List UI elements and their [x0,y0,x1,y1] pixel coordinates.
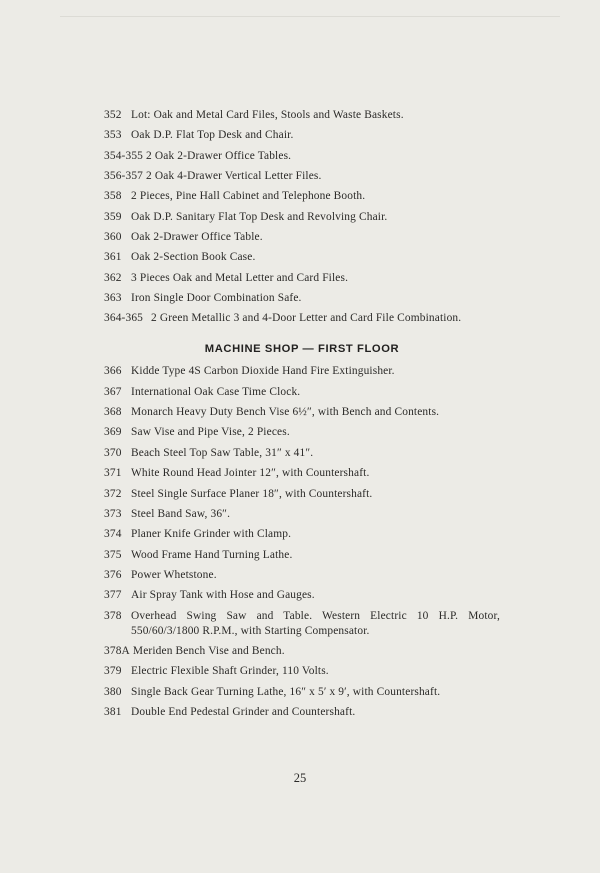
list-item [104,128,500,143]
lot-description: Oak D.P. Flat Top Desk and Chair. [131,129,294,142]
lot-description: 2 Oak 4-Drawer Vertical Letter Files. [146,170,322,183]
lot-number: 378 [104,609,122,622]
lot-description: Air Spray Tank with Hose and Gauges. [131,589,315,602]
lot-number: 372 [104,487,122,500]
lot-description: Double End Pedestal Grinder and Countershaft. [131,705,356,718]
list-item [104,664,500,679]
list-item [104,568,500,583]
lot-number: 359 [104,210,122,223]
lot-list [104,108,500,725]
page-number: 25 [293,771,307,785]
lot-number: 374 [104,528,122,541]
list-item [104,230,500,245]
lot-description: Kidde Type 4S Carbon Dioxide Hand Fire Extinguisher. [131,365,395,378]
lot-number: 376 [104,568,122,581]
lot-description: Meriden Bench Vise and Bench. [132,644,285,657]
lot-description: Iron Single Door Combination Safe. [131,292,302,305]
lot-description: Electric Flexible Shaft Grinder, 110 Volts. [131,665,329,678]
list-item [104,210,500,225]
lot-description: 2 Oak 2-Drawer Office Tables. [146,149,292,162]
lot-description: White Round Head Jointer 12″, with Countershaft. [131,467,370,480]
lot-number: 377 [104,589,122,602]
lot-number: 353 [104,129,122,142]
lot-number: 378A [104,644,130,657]
lot-number: 367 [104,385,122,398]
list-item [104,149,500,164]
lot-number: 375 [104,548,122,561]
list-item [104,644,500,659]
list-item [104,446,500,461]
lot-description: Wood Frame Hand Turning Lathe. [131,548,293,561]
list-item [104,609,500,639]
lot-description: Planer Knife Grinder with Clamp. [131,528,292,541]
lot-number: 373 [104,507,122,520]
lot-number: 380 [104,685,122,698]
list-item [104,705,500,720]
list-item [104,527,500,542]
list-item [104,311,500,326]
lot-number: 354-355 [104,149,144,162]
lot-number: 361 [104,251,122,264]
list-item [104,507,500,522]
list-item [104,364,500,379]
lot-number: 366 [104,365,122,378]
lot-number: 360 [104,231,122,244]
list-item [104,685,500,700]
list-item [104,405,500,420]
list-item [104,588,500,603]
lot-number: 364-365 [104,312,144,325]
lot-number: 369 [104,426,122,439]
list-item [104,548,500,563]
lot-description: 2 Green Metallic 3 and 4-Door Letter and Card File Combination. [151,312,462,325]
section-heading: MACHINE SHOP — FIRST FLOOR [204,343,400,356]
lot-number: 358 [104,190,122,203]
list-item [104,250,500,265]
lot-number: 371 [104,467,122,480]
list-item [104,425,500,440]
lot-number: 368 [104,406,122,419]
lot-description: Oak 2-Drawer Office Table. [131,231,263,244]
lot-number: 356-357 [104,170,144,183]
lot-description: 3 Pieces Oak and Metal Letter and Card Files. [131,271,349,284]
lot-description: Single Back Gear Turning Lathe, 16″ x 5′ x 9′, with Countershaft. [131,685,441,698]
list-item [104,108,500,123]
lot-number: 381 [104,705,122,718]
lot-description: 2 Pieces, Pine Hall Cabinet and Telephone Booth. [131,190,366,203]
lot-description: Oak D.P. Sanitary Flat Top Desk and Revolving Chair. [131,210,388,223]
top-rule [60,16,560,17]
lot-number: 363 [104,292,122,305]
lot-description: Steel Band Saw, 36″. [131,507,231,520]
lot-description: Lot: Oak and Metal Card Files, Stools and Waste Baskets. [131,109,404,121]
list-item [104,291,500,306]
lot-description: International Oak Case Time Clock. [131,385,301,398]
lot-description: Beach Steel Top Saw Table, 31″ x 41″. [131,446,314,459]
lot-number: 370 [104,446,122,459]
lot-description: Saw Vise and Pipe Vise, 2 Pieces. [131,426,290,439]
list-item [104,189,500,204]
lot-description: Power Whetstone. [131,568,217,581]
list-item [104,271,500,286]
lot-description: Overhead Swing Saw and Table. Western Electric 10 H.P. Motor, 550/60/3/1800 R.P.M., with Starting Compensator. [131,609,500,637]
list-item [104,487,500,502]
lot-description: Oak 2-Section Book Case. [131,251,256,264]
list-item [104,466,500,481]
list-item [104,385,500,400]
lot-number: 352 [104,109,122,121]
lot-description: Steel Single Surface Planer 18″, with Countershaft. [131,487,373,500]
lot-number: 379 [104,665,122,678]
lot-number: 362 [104,271,122,284]
list-item [104,169,500,184]
lot-description: Monarch Heavy Duty Bench Vise 6½″, with Bench and Contents. [131,406,440,419]
